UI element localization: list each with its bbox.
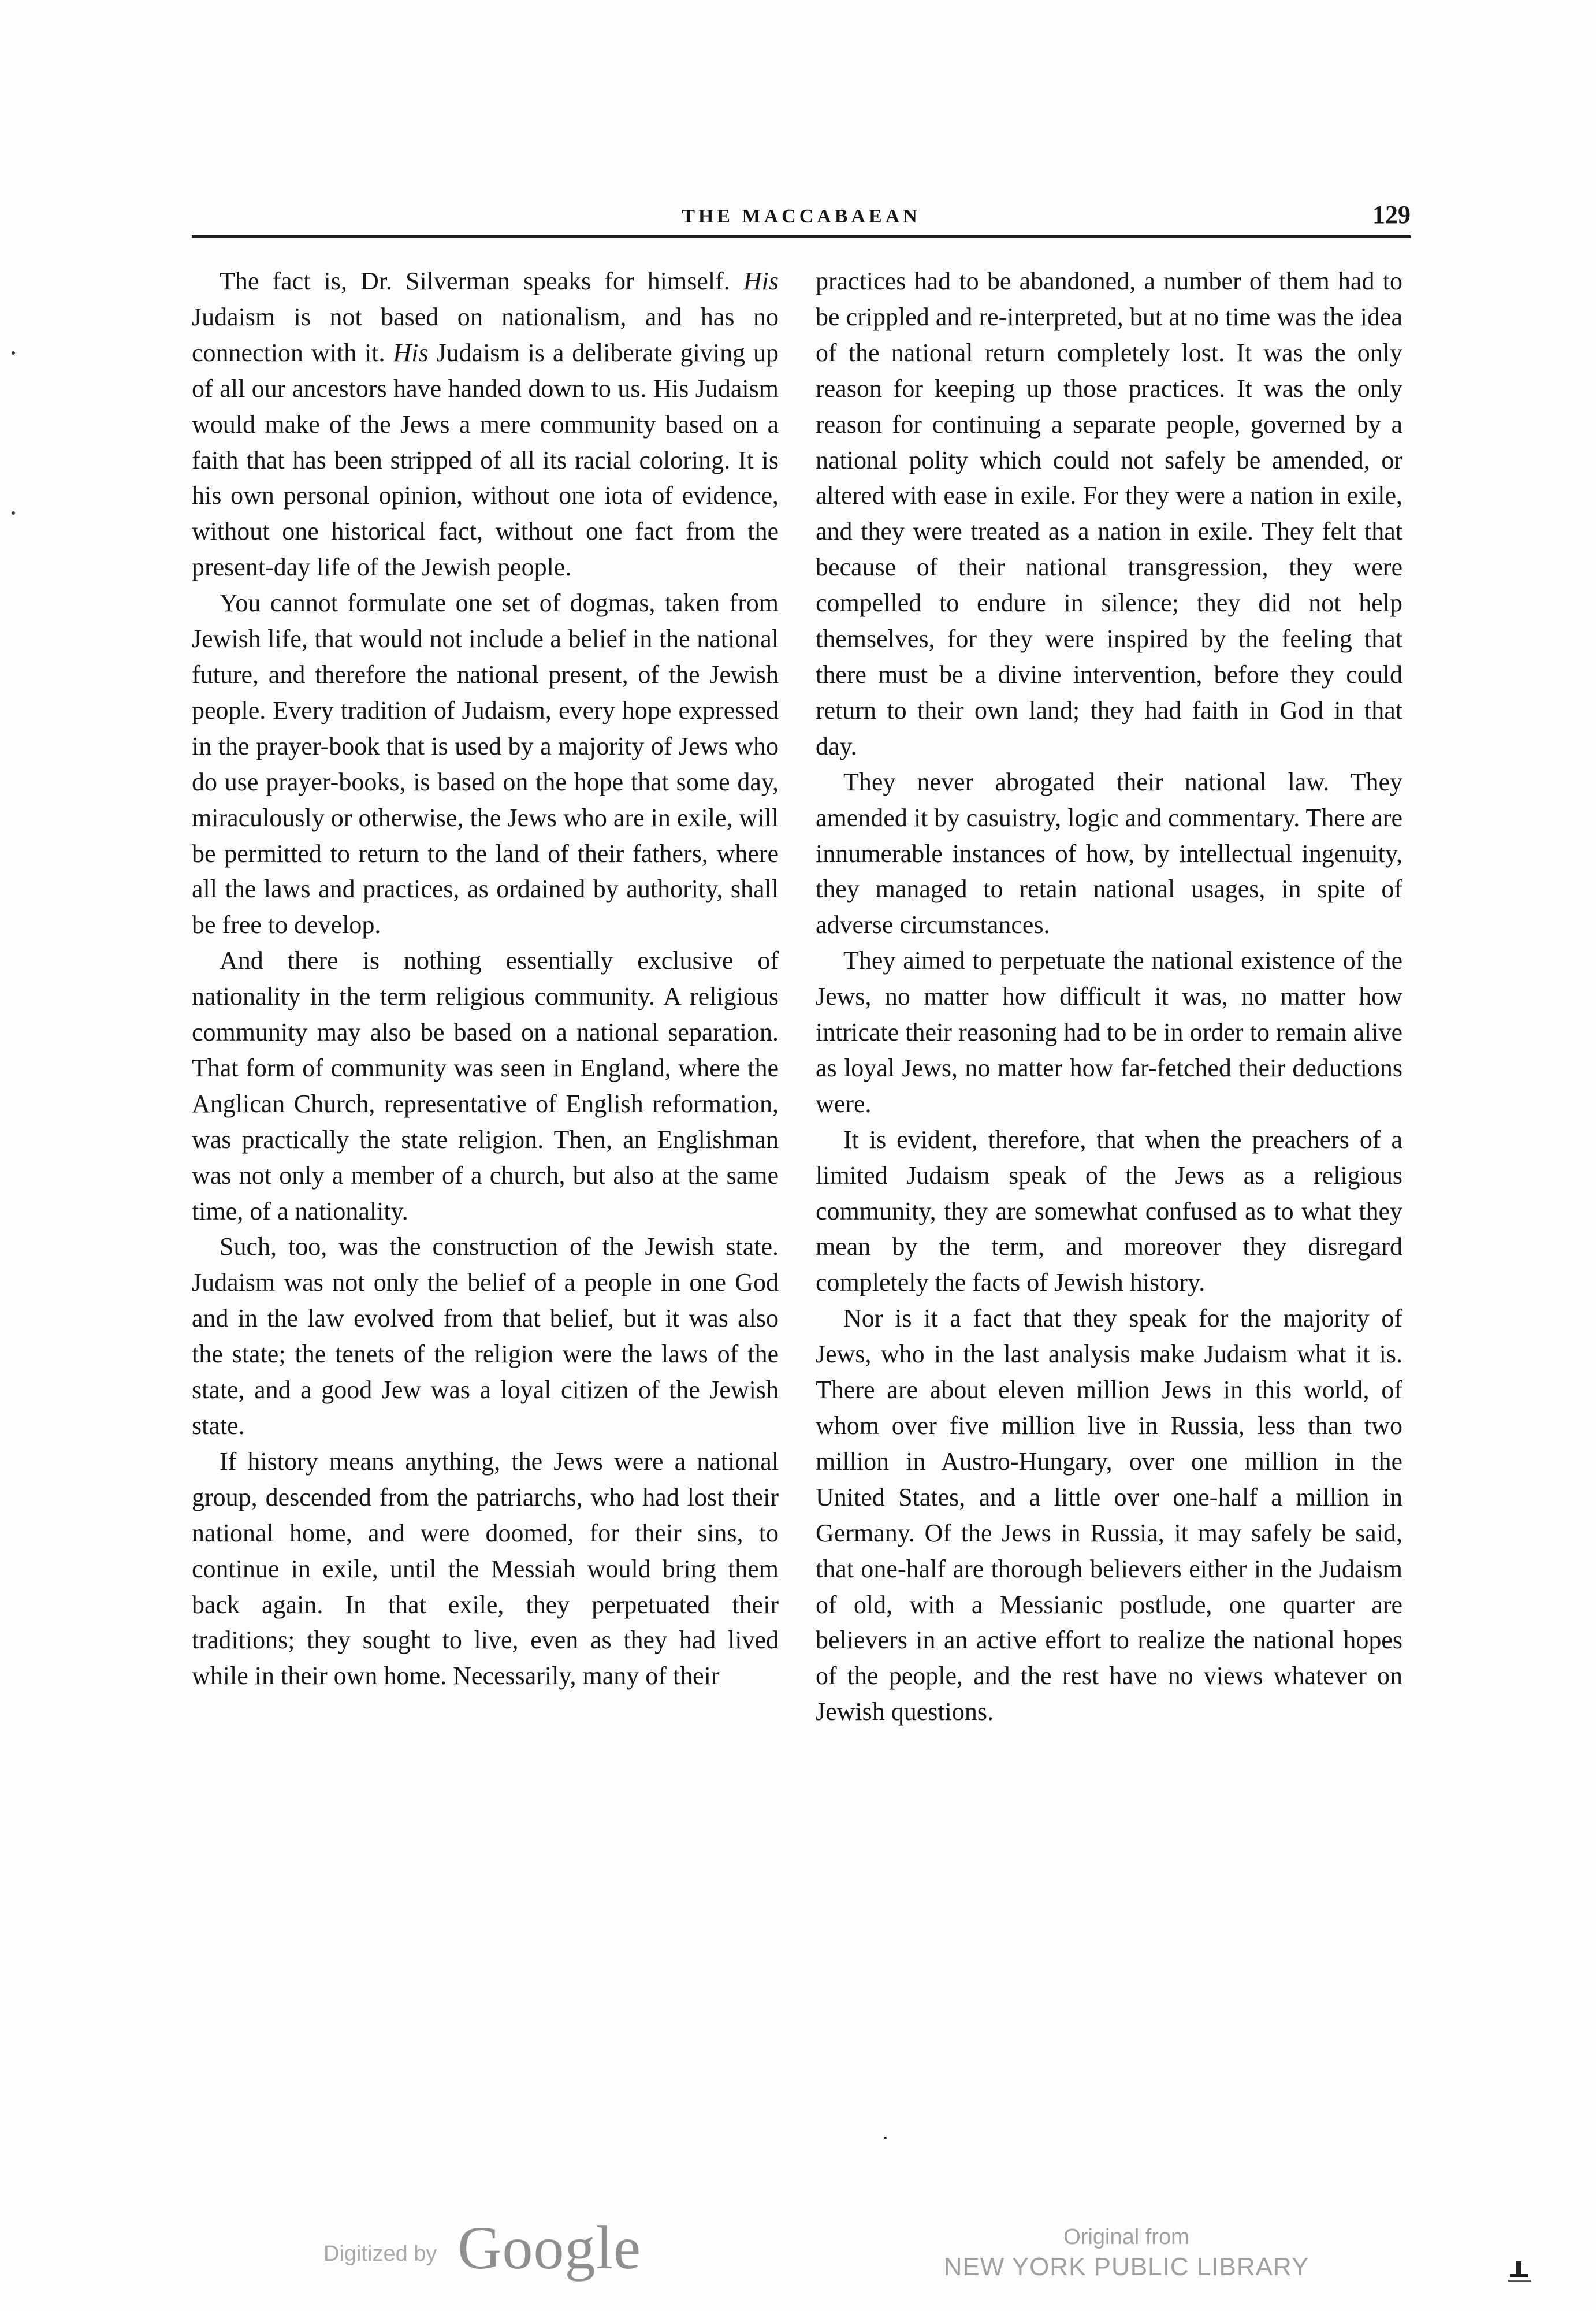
paragraph bbox=[192, 585, 779, 943]
digitized-by-google bbox=[323, 2213, 659, 2282]
paragraph-text: Such, too, was the construction of the Jewish state. Judaism was not only the belief of a people in one God and in the law evolved from that belief, but it was also the state; the tenets of the religion were the laws of the state, and a good Jew was a loyal citizen of the Jewish state. bbox=[192, 1232, 779, 1440]
running-header bbox=[192, 200, 1411, 233]
paragraph-text: It is evident, therefore, that when the preachers of a limited Judaism speak of the Jews as a religious community, they are somewhat confused as to what they mean by the term, and moreover they disregard completely the facts of Jewish history. bbox=[816, 1125, 1402, 1297]
paragraph bbox=[192, 1229, 779, 1443]
paragraph-text: You cannot formulate one set of dogmas, taken from Jewish life, that would not include a belief in the national future, and therefore the national present, of the Jewish people. Every tradition of Judaism, every hope expressed in the prayer-book that is used by a majority of Jews who do use prayer-books, is based on the hope that some day, miraculously or otherwise, the Jews who are in exile, will be permitted to return to the land of their fathers, where all the laws and practices, as ordained by authority, shall be free to develop. bbox=[192, 589, 779, 939]
paragraph-text: They never abrogated their national law. They amended it by casuistry, logic and commentary. There are innumerable instances of how, by intellectual ingenuity, they managed to retain national usages, in spite of adverse circumstances. bbox=[816, 767, 1402, 939]
library-name: NEW YORK PUBLIC LIBRARY bbox=[943, 2253, 1309, 2281]
paragraph-text: Judaism is not based on nationalism, and has no connection with it. bbox=[192, 302, 779, 367]
paragraph-text: And there is nothing essentially exclusive of nationality in the term religious community. A religious community may also be based on a national separation. That form of community was seen in England, where the Anglican Church, representative of English reformation, was practically the state religion. Then, an Englishman was not only a member of a church, but also at the same time, of a nationality. bbox=[192, 946, 779, 1225]
original-from-text: Original from bbox=[1063, 2225, 1189, 2249]
paragraph bbox=[816, 1301, 1402, 1730]
digitized-by-text: Digitized by bbox=[323, 2242, 437, 2266]
journal-title: THE MACCABAEAN bbox=[682, 206, 921, 227]
page-number: 129 bbox=[1372, 200, 1411, 229]
google-logo: Google bbox=[457, 2214, 642, 2282]
paragraph-text: Judaism is a deliberate giving up of all our ancestors have handed down to us. His Judaism would make of the Jews a mere community based on a faith that has been stripped of all its racial coloring. It is his own personal opinion, without one iota of evidence, without one historical fact, without one fact from the present-day life of the Jewish people. bbox=[192, 338, 779, 582]
paragraph bbox=[192, 263, 779, 585]
paragraph-text: They aimed to perpetuate the national existence of the Jews, no matter how difficult it was, no matter how intricate their reasoning had to be in order to remain alive as loyal Jews, no matter how far-fetched their deductions were. bbox=[816, 946, 1402, 1118]
header-rule bbox=[192, 235, 1411, 238]
scan-speck bbox=[12, 511, 15, 515]
paragraph-text: practices had to be abandoned, a number of them had to be crippled and re-interpreted, but at no time was the idea of the national return completely lost. It was the only reason for keeping up those practices. It was the only reason for continuing a separate people, governed by a national polity which could not safely be amended, or altered with ease in exile. For they were a nation in exile, and they were treated as a nation in exile. They felt that because of their national transgression, they were compelled to endure in silence; they did not help themselves, for they were inspired by the feeling that there must be a divine intervention, before they could return to their own land; they had faith in God in that day. bbox=[816, 267, 1402, 760]
paragraph-text: If history means anything, the Jews were a national group, descended from the patriarchs, who had lost their national home, and were doomed, for their sins, to continue in exile, until the Messiah would bring them back again. In that exile, they perpetuated their traditions; they sought to live, even as they had lived while in their own home. Necessarily, many of their bbox=[192, 1447, 779, 1690]
left-column bbox=[192, 263, 779, 1694]
paragraph bbox=[816, 764, 1402, 943]
paragraph bbox=[816, 1122, 1402, 1301]
paragraph bbox=[192, 943, 779, 1229]
italic-text: His bbox=[743, 267, 779, 295]
library-credit bbox=[936, 2223, 1317, 2283]
paragraph-text: The fact is, Dr. Silverman speaks for himself. bbox=[220, 267, 743, 295]
paragraph-text: Nor is it a fact that they speak for the majority of Jews, who in the last analysis make Judaism what it is. There are about eleven million Jews in this world, of whom over five million live in Russia, less than two million in Austro-Hungary, over one million in the United States, and a little over one-half a million in Germany. Of the Jews in Russia, it may safely be said, that one-half are thorough believers either in the Judaism of old, with a Messianic postlude, one quarter are believers in an active effort to realize the national hopes of the people, and the rest have no views whatever on Jewish questions. bbox=[816, 1304, 1402, 1726]
paragraph bbox=[192, 1444, 779, 1694]
scan-speck bbox=[884, 2137, 887, 2139]
paragraph bbox=[816, 263, 1402, 764]
paragraph bbox=[816, 943, 1402, 1122]
right-column bbox=[816, 263, 1402, 1730]
corner-mark-icon bbox=[1508, 2259, 1531, 2282]
italic-text: His bbox=[393, 338, 429, 367]
scan-speck bbox=[12, 351, 15, 355]
